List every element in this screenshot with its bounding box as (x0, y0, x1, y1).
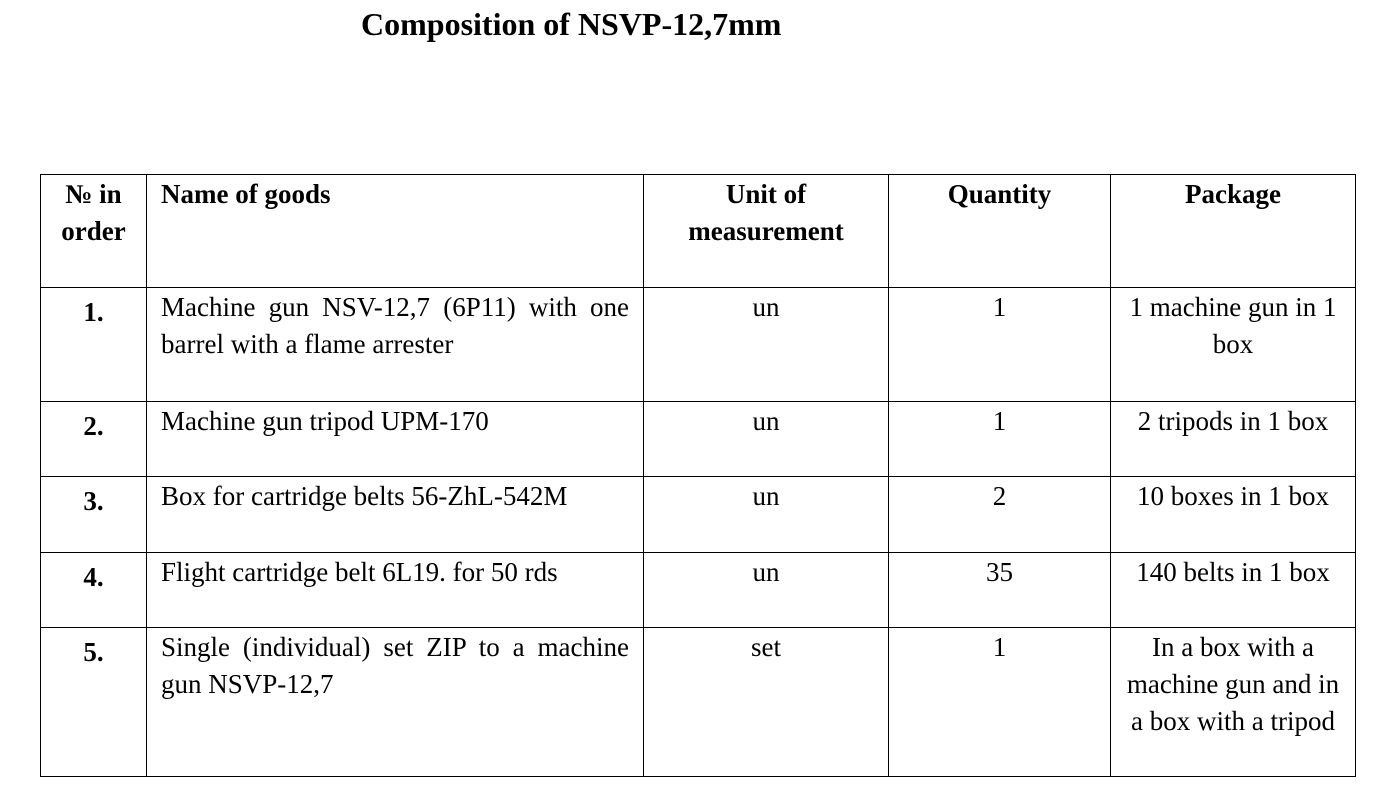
table-row (41, 288, 1356, 402)
quantity-cell: 1 (889, 628, 1111, 777)
document-title: Composition of NSVP-12,7mm (361, 6, 782, 42)
row-number: 2. (41, 402, 147, 477)
table-header-row (41, 175, 1356, 288)
header-unit-of-measurement: Unit of measurement (644, 175, 889, 288)
goods-name: Single (individual) set ZIP to a machine gun NSVP-12,7 (147, 628, 644, 777)
unit-cell: un (644, 477, 889, 553)
unit-cell: un (644, 553, 889, 628)
header-name-of-goods: Name of goods (147, 175, 644, 288)
row-number: 5. (41, 628, 147, 777)
goods-table (40, 174, 1356, 777)
package-cell: 140 belts in 1 box (1111, 553, 1356, 628)
row-number: 3. (41, 477, 147, 553)
quantity-cell: 2 (889, 477, 1111, 553)
goods-name: Machine gun NSV-12,7 (6P11) with one barrel with a flame arrester (147, 288, 644, 402)
unit-cell: un (644, 402, 889, 477)
table-row (41, 628, 1356, 777)
header-number-in-order: № in order (41, 175, 147, 288)
unit-cell: un (644, 288, 889, 402)
header-quantity: Quantity (889, 175, 1111, 288)
quantity-cell: 35 (889, 553, 1111, 628)
package-cell: 2 tripods in 1 box (1111, 402, 1356, 477)
header-package: Package (1111, 175, 1356, 288)
table-row (41, 553, 1356, 628)
package-cell: 10 boxes in 1 box (1111, 477, 1356, 553)
row-number: 1. (41, 288, 147, 402)
table-row (41, 402, 1356, 477)
table-row (41, 477, 1356, 553)
quantity-cell: 1 (889, 288, 1111, 402)
goods-name: Box for cartridge belts 56-ZhL-542M (147, 477, 644, 553)
goods-name: Flight cartridge belt 6L19. for 50 rds (147, 553, 644, 628)
quantity-cell: 1 (889, 402, 1111, 477)
package-cell: In a box with a machine gun and in a box with a tripod (1111, 628, 1356, 777)
goods-name: Machine gun tripod UPM-170 (147, 402, 644, 477)
row-number: 4. (41, 553, 147, 628)
unit-cell: set (644, 628, 889, 777)
package-cell: 1 machine gun in 1 box (1111, 288, 1356, 402)
